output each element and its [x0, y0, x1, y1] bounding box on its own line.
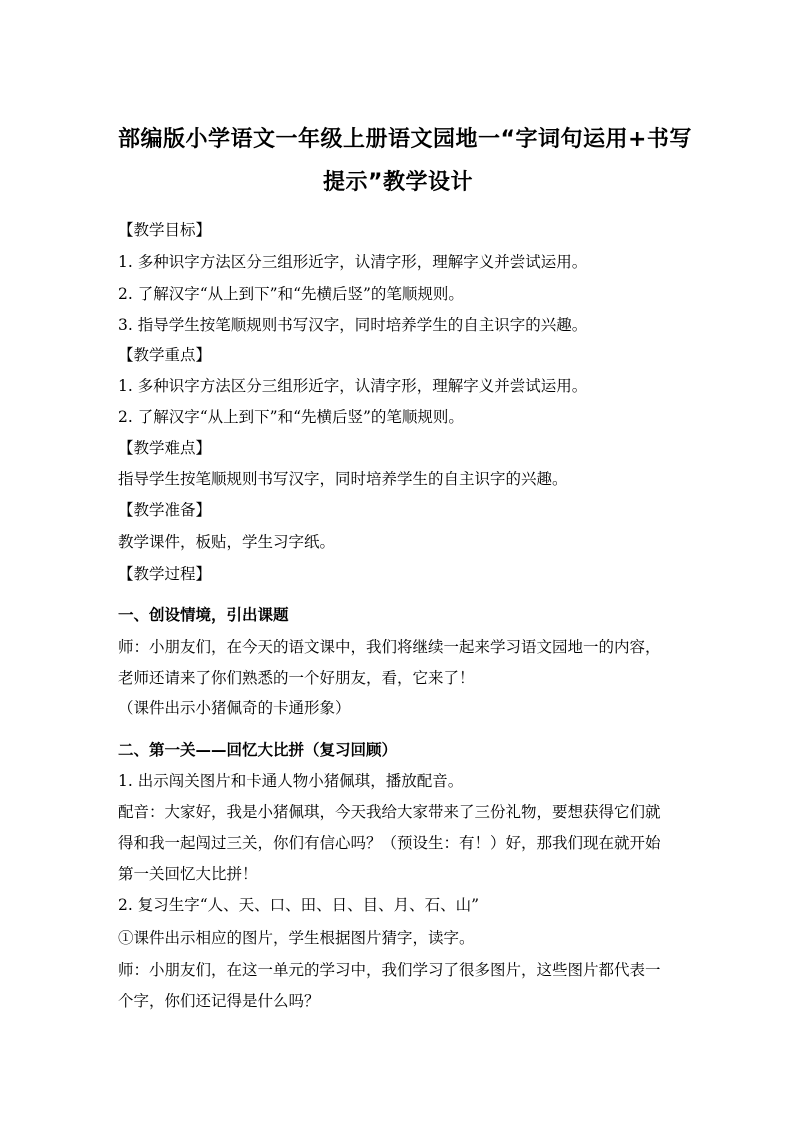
section-1-line: 老师还请来了你们熟悉的一个好朋友，看，它来了！	[118, 669, 475, 687]
preparation-text: 教学课件，板贴，学生习字纸。	[118, 533, 336, 551]
objective-item: 1. 多种识字方法区分三组形近字，认清字形，理解字义并尝试运用。	[118, 253, 588, 271]
document-title-line-2: 提示”教学设计	[323, 170, 473, 195]
section-2-line: 1. 出示闯关图片和卡通人物小猪佩琪，播放配音。	[118, 772, 464, 790]
section-1-line: 师：小朋友们，在今天的语文课中，我们将继续一起来学习语文园地一的内容，	[118, 638, 661, 656]
section-2-line: 第一关回忆大比拼！	[118, 865, 258, 883]
objectives-heading: 【教学目标】	[118, 221, 212, 239]
process-heading: 【教学过程】	[118, 565, 212, 583]
section-1-line: （课件出示小猪佩奇的卡通形象）	[118, 699, 351, 717]
section-2-line: ①课件出示相应的图片，学生根据图片猜字，读字。	[118, 929, 475, 947]
section-2-line: 得和我一起闯过三关，你们有信心吗？（预设生：有！）好，那我们现在就开始	[118, 834, 661, 852]
section-1-heading: 一、创设情境，引出课题	[118, 606, 289, 624]
section-2-line: 2. 复习生字“人、天、口、田、日、目、月、石、山”	[118, 896, 480, 914]
document-title-line-1: 部编版小学语文一年级上册语文园地一“字词句运用+书写	[118, 127, 692, 152]
key-point-item: 1. 多种识字方法区分三组形近字，认清字形，理解字义并尝试运用。	[118, 377, 588, 395]
key-points-heading: 【教学重点】	[118, 346, 212, 364]
key-point-item: 2. 了解汉字“从上到下”和“先横后竖”的笔顺规则。	[118, 408, 464, 426]
section-2-line: 师：小朋友们，在这一单元的学习中，我们学习了很多图片，这些图片都代表一	[118, 961, 661, 979]
section-2-heading: 二、第一关——回忆大比拼（复习回顾）	[118, 741, 398, 759]
preparation-heading: 【教学准备】	[118, 501, 212, 519]
difficulties-heading: 【教学难点】	[118, 439, 212, 457]
objective-item: 2. 了解汉字“从上到下”和“先横后竖”的笔顺规则。	[118, 285, 464, 303]
objective-item: 3. 指导学生按笔顺规则书写汉字，同时培养学生的自主识字的兴趣。	[118, 316, 588, 334]
difficulties-text: 指导学生按笔顺规则书写汉字，同时培养学生的自主识字的兴趣。	[118, 470, 568, 488]
section-2-line: 配音：大家好，我是小猪佩琪，今天我给大家带来了三份礼物，要想获得它们就	[118, 803, 661, 821]
section-2-line: 个字，你们还记得是什么吗？	[118, 992, 320, 1010]
